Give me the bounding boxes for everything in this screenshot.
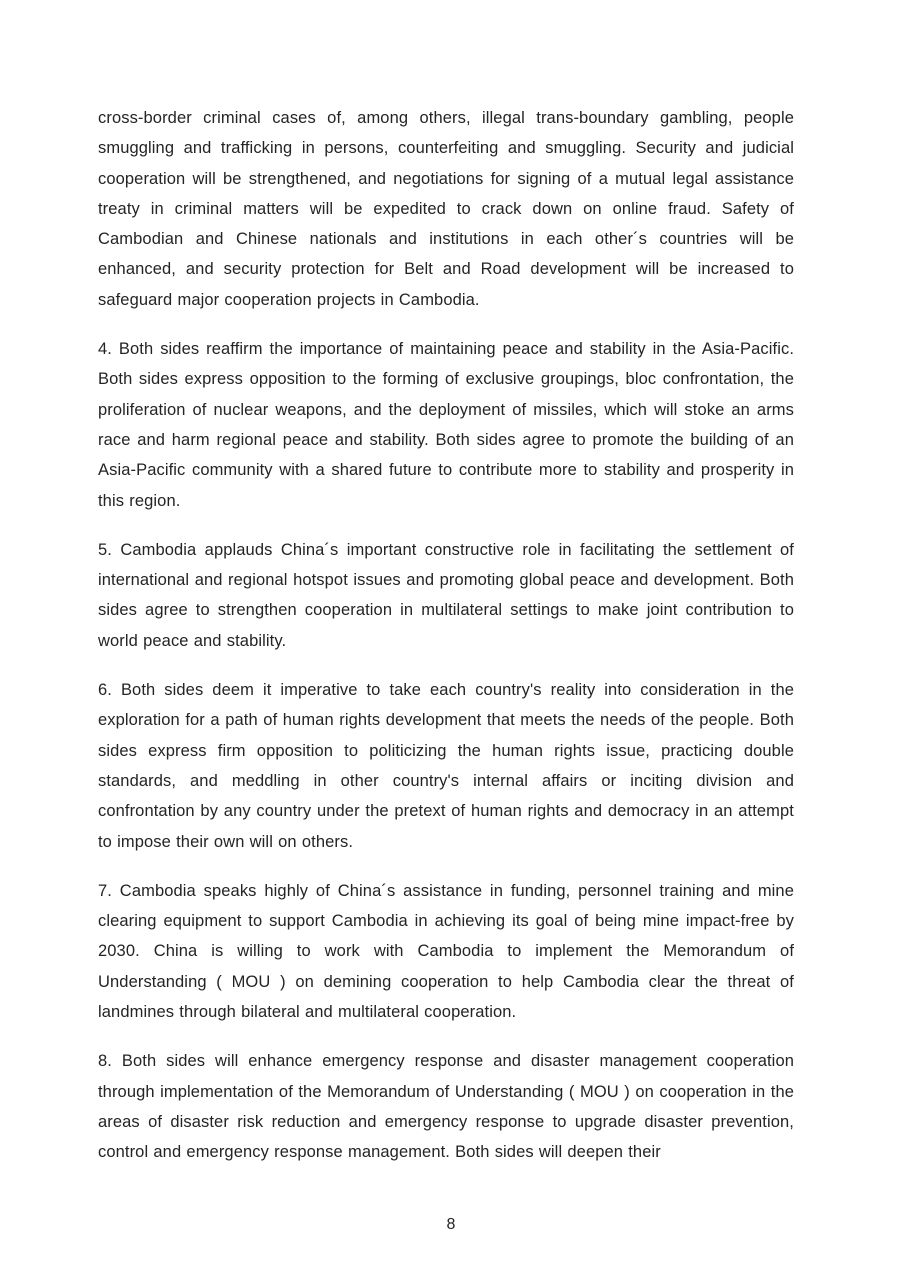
page-body-text xyxy=(98,103,794,1187)
paragraph-item-7: 7. Cambodia speaks highly of China´s assistance in funding, personnel training and mine clearing equipment to support Cambodia in achieving its goal of being mine impact-free by 2030. China is willing to work with Cambodia to implement the Memorandum of Understanding ( MOU ) on demining cooperation to help Cambodia clear the threat of landmines through bilateral and multilateral cooperation. xyxy=(98,881,794,1022)
page-number: 8 xyxy=(446,1216,456,1233)
paragraph-item-8: 8. Both sides will enhance emergency response and disaster management cooperation through implementation of the Memorandum of Understanding ( MOU ) on cooperation in the areas of disaster risk reduction and emergency response to upgrade disaster prevention, control and emergency response management. Both sides will deepen their xyxy=(98,1052,794,1162)
paragraph-continuation: cross-border criminal cases of, among others, illegal trans-boundary gambling, people smuggling and trafficking in persons, counterfeiting and smuggling. Security and judicial cooperation will be strengthened, and negotiations for signing of a mutual legal assistance treaty in criminal matters will be expedited to crack down on online fraud. Safety of Cambodian and Chinese nationals and institutions in each other´s countries will be enhanced, and security protection for Belt and Road development will be increased to safeguard major cooperation projects in Cambodia. xyxy=(98,109,794,309)
paragraph-item-5: 5. Cambodia applauds China´s important constructive role in facilitating the settlement of international and regional hotspot issues and promoting global peace and development. Both sides agree to strengthen cooperation in multilateral settings to make joint contribution to world peace and stability. xyxy=(98,540,794,650)
paragraph-item-4: 4. Both sides reaffirm the importance of maintaining peace and stability in the Asia-Pacific. Both sides express opposition to the forming of exclusive groupings, bloc confrontation, the proliferation of nuclear weapons, and the deployment of missiles, which will stoke an arms race and harm regional peace and stability. Both sides agree to promote the building of an Asia-Pacific community with a shared future to contribute more to stability and prosperity in this region. xyxy=(98,340,794,510)
paragraph-item-6: 6. Both sides deem it imperative to take each country's reality into consideration in the exploration for a path of human rights development that meets the needs of the people. Both sides express firm opposition to politicizing the human rights issue, practicing double standards, and meddling in other country's internal affairs or inciting division and confrontation by any country under the pretext of human rights and democracy in an attempt to impose their own will on others. xyxy=(98,681,794,851)
